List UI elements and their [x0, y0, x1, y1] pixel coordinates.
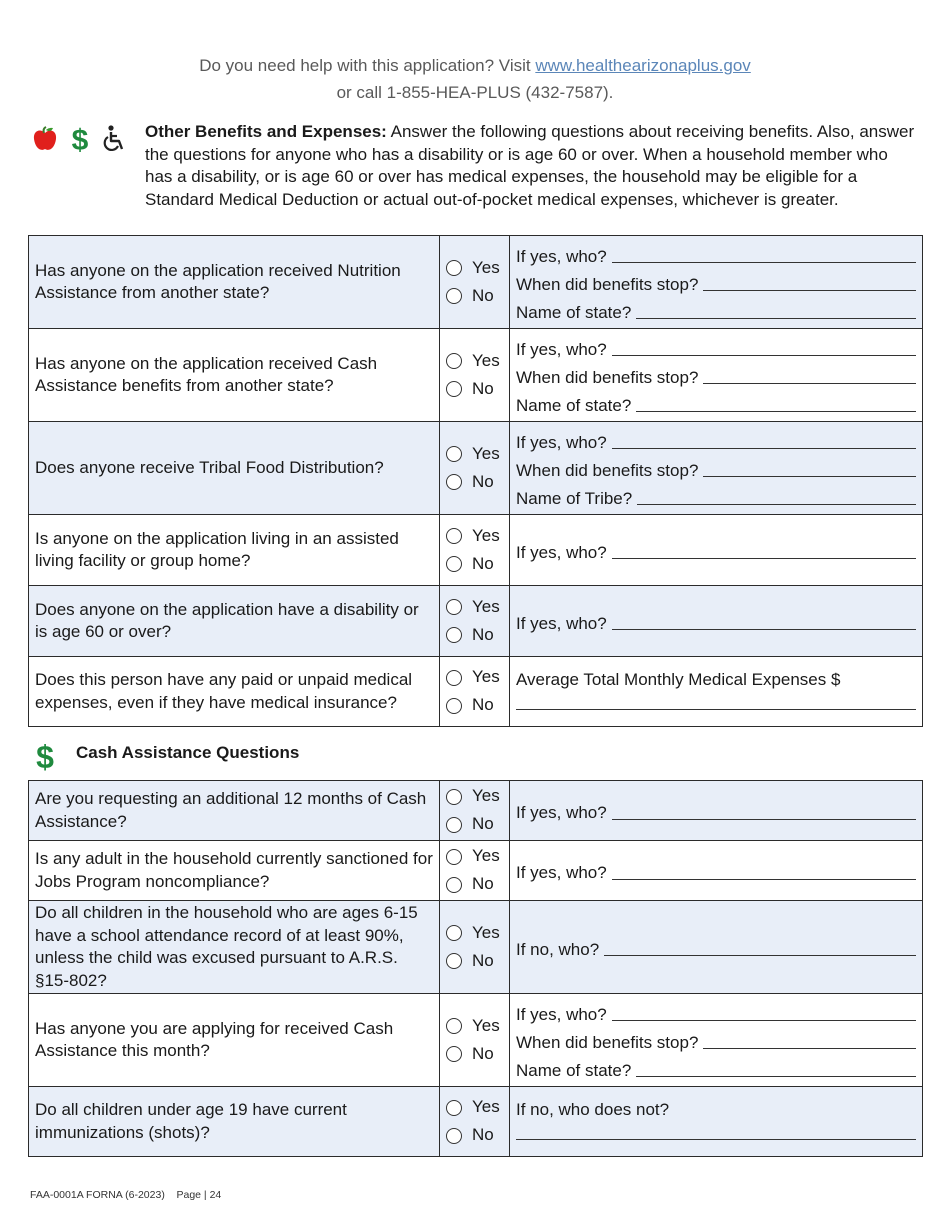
no-option[interactable]: No	[440, 375, 509, 403]
yes-radio[interactable]	[446, 1018, 462, 1034]
question-text: Are you requesting an additional 12 months of Cash Assistance?	[29, 781, 440, 841]
no-radio[interactable]	[446, 556, 462, 572]
question-text: Has anyone on the application received Nutrition Assistance from another state?	[29, 236, 440, 329]
who-does-not-field[interactable]	[516, 1138, 916, 1140]
yes-option[interactable]: Yes	[440, 1012, 509, 1040]
page-footer: FAA-0001A FORNA (6-2023) Page | 24	[30, 1189, 222, 1201]
benefits-stop-field[interactable]: When did benefits stop?	[516, 1026, 916, 1054]
question-text: Do all children in the household who are ages 6-15 have a school attendance record of at least 90%, unless the child was excused pursuant to A.R.S. §15-802?	[29, 901, 440, 994]
who-does-not-label: If no, who does not?	[516, 1100, 670, 1120]
no-option[interactable]: No	[440, 621, 509, 649]
no-option[interactable]: No	[440, 871, 509, 899]
yes-radio[interactable]	[446, 599, 462, 615]
no-radio[interactable]	[446, 698, 462, 714]
tribe-name-field[interactable]: Name of Tribe?	[516, 482, 916, 510]
dollar-icon	[68, 124, 92, 156]
cash-assistance-table	[28, 780, 923, 1157]
no-option[interactable]: No	[440, 550, 509, 578]
yes-radio[interactable]	[446, 260, 462, 276]
who-field[interactable]: If yes, who?	[516, 998, 916, 1026]
yes-option[interactable]: Yes	[440, 593, 509, 621]
svg-text:$: $	[36, 740, 54, 774]
yes-option[interactable]: Yes	[440, 347, 509, 375]
table-row	[29, 1087, 923, 1157]
section-title: Other Benefits and Expenses:	[145, 122, 387, 141]
yes-option[interactable]: Yes	[440, 919, 509, 947]
benefits-stop-field[interactable]: When did benefits stop?	[516, 268, 916, 296]
yes-radio[interactable]	[446, 789, 462, 805]
yes-radio[interactable]	[446, 353, 462, 369]
no-option[interactable]: No	[440, 1122, 509, 1150]
section-description: Answer the following questions about receiving benefits. Also, answer the questions for anyone who has a disability or is age 60 or over. When a household member who has a disability, or is age 60 or over has medical expenses, the household may be eligible for a Standard Medical Deduction or actual out-of-pocket medical expenses, whichever is greater.	[145, 122, 915, 209]
yes-option[interactable]: Yes	[440, 664, 509, 692]
medical-expenses-field[interactable]	[516, 708, 916, 710]
no-radio[interactable]	[446, 953, 462, 969]
who-field[interactable]: If yes, who?	[516, 333, 916, 361]
no-option[interactable]: No	[440, 947, 509, 975]
yes-option[interactable]: Yes	[440, 783, 509, 811]
section-intro	[145, 121, 915, 211]
question-text: Does anyone on the application have a disability or is age 60 or over?	[29, 586, 440, 657]
table-row	[29, 236, 923, 329]
question-text: Is any adult in the household currently sanctioned for Jobs Program noncompliance?	[29, 841, 440, 901]
question-text: Does anyone receive Tribal Food Distribution?	[29, 422, 440, 515]
no-radio[interactable]	[446, 1128, 462, 1144]
yes-radio[interactable]	[446, 925, 462, 941]
no-radio[interactable]	[446, 474, 462, 490]
who-field[interactable]: If no, who?	[516, 933, 916, 961]
who-field[interactable]: If yes, who?	[516, 536, 916, 564]
yes-radio[interactable]	[446, 1100, 462, 1116]
question-text: Has anyone on the application received Cash Assistance benefits from another state?	[29, 329, 440, 422]
dollar-icon	[32, 740, 58, 774]
yes-option[interactable]: Yes	[440, 1094, 509, 1122]
table-row	[29, 901, 923, 994]
state-name-field[interactable]: Name of state?	[516, 296, 916, 324]
yes-radio[interactable]	[446, 670, 462, 686]
help-phone: or call 1-855-HEA-PLUS (432-7587).	[336, 83, 614, 102]
question-text: Does this person have any paid or unpaid medical expenses, even if they have medical insurance?	[29, 657, 440, 727]
yes-radio[interactable]	[446, 849, 462, 865]
yes-radio[interactable]	[446, 446, 462, 462]
who-field[interactable]: If yes, who?	[516, 797, 916, 825]
who-field[interactable]: If yes, who?	[516, 426, 916, 454]
no-radio[interactable]	[446, 1046, 462, 1062]
table-row	[29, 657, 923, 727]
website-link[interactable]: www.healthearizonaplus.gov	[535, 56, 751, 75]
yes-option[interactable]: Yes	[440, 522, 509, 550]
table-row	[29, 515, 923, 586]
benefits-table	[28, 235, 923, 727]
table-row	[29, 781, 923, 841]
who-field[interactable]: If yes, who?	[516, 857, 916, 885]
medical-expenses-label: Average Total Monthly Medical Expenses $	[516, 670, 841, 690]
state-name-field[interactable]: Name of state?	[516, 389, 916, 417]
table-row	[29, 994, 923, 1087]
no-option[interactable]: No	[440, 282, 509, 310]
who-field[interactable]: If yes, who?	[516, 607, 916, 635]
yes-option[interactable]: Yes	[440, 440, 509, 468]
section-title: Cash Assistance Questions	[76, 743, 300, 762]
help-text: Do you need help with this application? Visit	[199, 56, 536, 75]
who-field[interactable]: If yes, who?	[516, 240, 916, 268]
yes-option[interactable]: Yes	[440, 843, 509, 871]
apple-icon	[32, 124, 58, 154]
svg-text:$: $	[71, 124, 89, 156]
no-option[interactable]: No	[440, 811, 509, 839]
table-row	[29, 841, 923, 901]
benefits-stop-field[interactable]: When did benefits stop?	[516, 454, 916, 482]
state-name-field[interactable]: Name of state?	[516, 1054, 916, 1082]
question-text: Do all children under age 19 have current immunizations (shots)?	[29, 1087, 440, 1157]
benefits-stop-field[interactable]: When did benefits stop?	[516, 361, 916, 389]
table-row	[29, 586, 923, 657]
no-radio[interactable]	[446, 381, 462, 397]
yes-radio[interactable]	[446, 528, 462, 544]
no-radio[interactable]	[446, 817, 462, 833]
no-radio[interactable]	[446, 627, 462, 643]
table-row	[29, 422, 923, 515]
no-radio[interactable]	[446, 877, 462, 893]
table-row	[29, 329, 923, 422]
help-notice	[0, 52, 950, 106]
no-option[interactable]: No	[440, 692, 509, 720]
no-option[interactable]: No	[440, 1040, 509, 1068]
question-text: Is anyone on the application living in an assisted living facility or group home?	[29, 515, 440, 586]
no-option[interactable]: No	[440, 468, 509, 496]
question-text: Has anyone you are applying for received Cash Assistance this month?	[29, 994, 440, 1087]
no-radio[interactable]	[446, 288, 462, 304]
yes-option[interactable]: Yes	[440, 254, 509, 282]
wheelchair-icon	[100, 124, 128, 154]
